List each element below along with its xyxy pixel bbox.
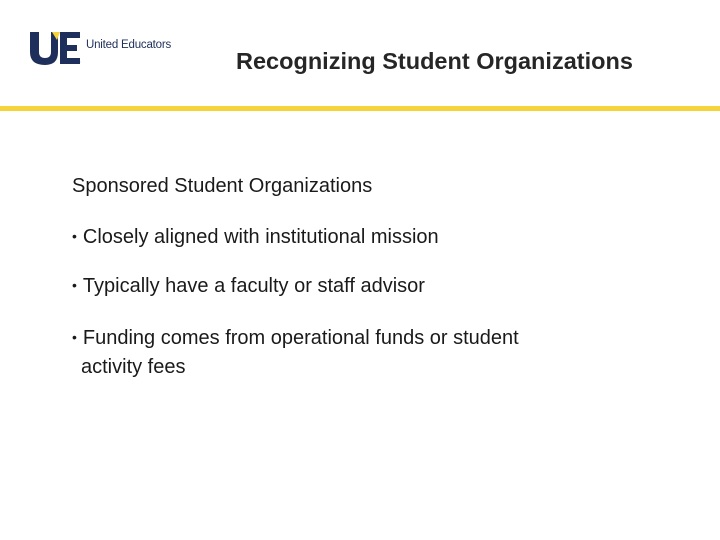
bullet-item — [72, 323, 672, 382]
section-subheading: Sponsored Student Organizations — [72, 175, 373, 197]
logo-wordmark: United Educators — [86, 39, 172, 51]
bullet-item — [72, 222, 672, 252]
bullet-dot-icon: • — [72, 228, 77, 244]
bullet-item — [72, 271, 672, 301]
bullet-text: Funding comes from operational funds or student — [82, 327, 519, 349]
slide-title: Recognizing Student Organizations — [236, 48, 633, 74]
bullet-dot-icon: • — [72, 329, 77, 345]
bullet-text: Typically have a faculty or staff advisor — [82, 275, 425, 297]
bullet-text-continuation: activity fees — [81, 356, 186, 378]
bullet-text: Closely aligned with institutional mission — [82, 226, 439, 248]
bullet-dot-icon: • — [72, 277, 77, 293]
